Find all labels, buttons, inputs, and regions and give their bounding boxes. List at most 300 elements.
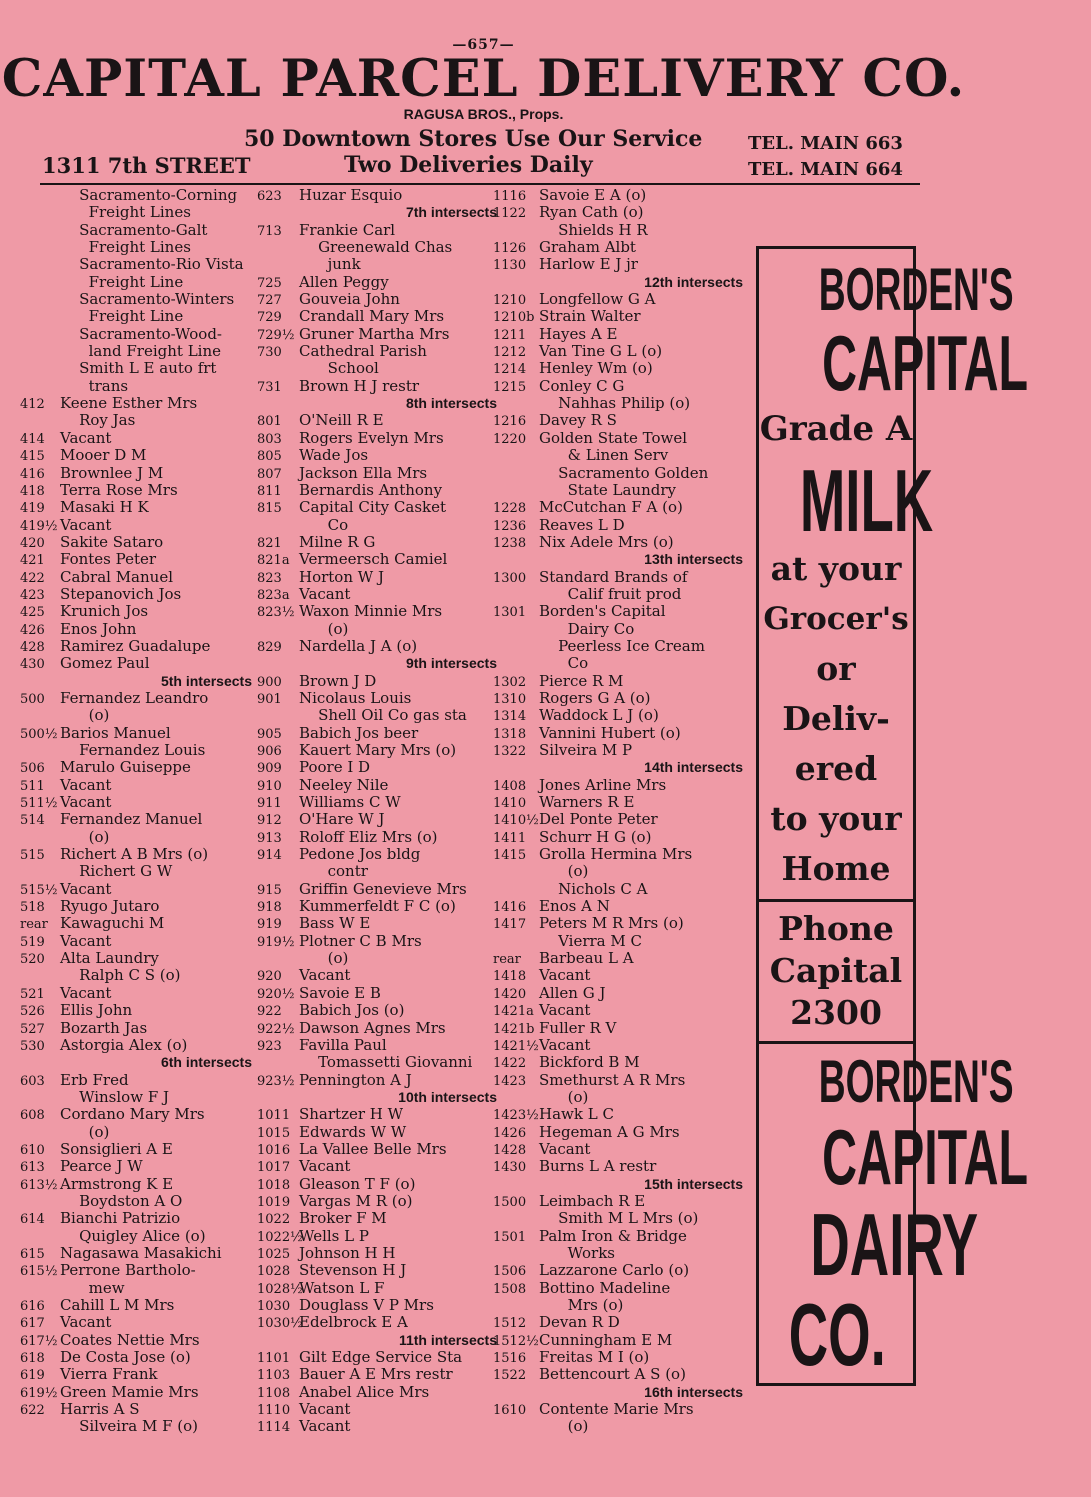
- street-number: 617: [20, 1316, 45, 1332]
- street-number: 823: [257, 570, 282, 586]
- resident-name: Ryan Cath (o): [539, 203, 644, 222]
- directory-entry: [493, 1245, 743, 1262]
- resident-name: Vacant: [539, 1001, 591, 1020]
- street-number: 414: [20, 431, 45, 447]
- street-number: 1522: [493, 1368, 527, 1384]
- directory-entry: [20, 655, 252, 672]
- directory-entry: [257, 1280, 497, 1297]
- directory-entry: [493, 308, 743, 325]
- street-number: 1238: [493, 535, 527, 551]
- directory-entry: [493, 603, 743, 620]
- street-number: 1101: [257, 1351, 291, 1367]
- directory-entry: [493, 378, 743, 395]
- telephone-2: TEL. MAIN 664: [748, 159, 903, 180]
- directory-entry: [493, 412, 743, 429]
- resident-name: Ellis John: [60, 1001, 133, 1020]
- directory-entry: [257, 291, 497, 308]
- directory-entry: [493, 829, 743, 846]
- directory-entry: [493, 1366, 743, 1383]
- resident-name: Winslow F J: [60, 1087, 170, 1106]
- directory-entry: [493, 1106, 743, 1123]
- directory-entry: [257, 933, 497, 950]
- directory-entry: [493, 360, 743, 377]
- directory-entry: [20, 378, 252, 395]
- directory-entry: [257, 794, 497, 811]
- directory-entry: [493, 1401, 743, 1418]
- resident-name: Fernandez Louis: [60, 741, 206, 759]
- intersects-heading: 11th intersects: [398, 1331, 497, 1348]
- street-number: 1114: [257, 1420, 291, 1436]
- directory-entry: [20, 534, 252, 551]
- street-number: 1028: [257, 1264, 291, 1280]
- street-address: 1311 7th STREET: [42, 153, 251, 178]
- street-number: 1417: [493, 917, 527, 933]
- directory-entry: [493, 326, 743, 343]
- directory-entry: [20, 1072, 252, 1089]
- directory-entry: [257, 274, 497, 291]
- resident-name: Horton W J: [299, 567, 384, 586]
- intersects-heading: 16th intersects: [644, 1383, 743, 1400]
- directory-entry: [257, 326, 497, 343]
- street-number: 1512½: [493, 1333, 539, 1349]
- street-number: 1228: [493, 501, 527, 517]
- directory-entry: [257, 690, 497, 707]
- resident-name: Huzar Esquio: [299, 186, 403, 204]
- resident-name: Cunningham E M: [539, 1330, 673, 1349]
- resident-name: Gleason T F (o): [299, 1174, 416, 1193]
- street-number: 530: [20, 1038, 45, 1054]
- resident-name: Babich Jos (o): [299, 1001, 405, 1020]
- directory-entry: [257, 343, 497, 360]
- resident-name: Vacant: [60, 793, 112, 812]
- resident-name: Burns L A restr: [539, 1157, 657, 1176]
- resident-name: Vacant: [60, 879, 112, 898]
- directory-entry: [20, 412, 252, 429]
- resident-name: Favilla Paul: [299, 1035, 387, 1054]
- resident-name: (o): [299, 619, 349, 638]
- directory-entry: [257, 759, 497, 776]
- resident-name: Bass W E: [299, 914, 371, 933]
- directory-entry: [493, 1418, 743, 1435]
- resident-name: Ralph C S (o): [60, 966, 181, 985]
- street-number: 1030: [257, 1299, 291, 1314]
- directory-entry: [257, 673, 497, 690]
- street-number: 423: [20, 587, 45, 603]
- resident-name: Savoie E B: [299, 983, 381, 1002]
- intersects-heading: 5th intersects: [160, 672, 252, 689]
- directory-entry: [20, 586, 252, 603]
- directory-entry: [20, 499, 252, 516]
- directory-entry: [493, 1228, 743, 1245]
- resident-name: Stevenson H J: [299, 1261, 407, 1280]
- directory-entry: [493, 256, 743, 273]
- street-number: 906: [257, 744, 282, 759]
- directory-entry: [493, 621, 743, 638]
- street-number: 910: [257, 778, 282, 794]
- directory-entry: [20, 1002, 252, 1019]
- street-number: 1428: [493, 1142, 527, 1158]
- resident-name: Lazzarone Carlo (o): [539, 1261, 690, 1280]
- street-number: 821a: [257, 553, 290, 569]
- directory-entry: [257, 517, 497, 534]
- directory-entry: [20, 829, 252, 846]
- street-number: 1011: [257, 1108, 291, 1124]
- resident-name: Watson L F: [299, 1278, 385, 1297]
- directory-entry: [493, 291, 743, 308]
- directory-entry: [493, 1158, 743, 1175]
- directory-entry: [257, 1418, 497, 1435]
- street-number: 515½: [20, 882, 58, 898]
- directory-entry: [20, 1037, 252, 1054]
- resident-name: Shartzer H W: [299, 1105, 404, 1124]
- resident-name: Borden's Capital: [539, 602, 666, 621]
- directory-entry: [493, 1210, 743, 1227]
- directory-entry: [493, 846, 743, 863]
- ad-deliv: Deliv-: [782, 699, 890, 738]
- street-number: 1236: [493, 518, 527, 534]
- proprietors: RAGUSA BROS., Props.: [403, 106, 564, 122]
- directory-entry: [20, 881, 252, 898]
- street-number: 919: [257, 917, 282, 933]
- resident-name: Strain Walter: [539, 307, 641, 326]
- street-number: 419: [20, 501, 45, 517]
- directory-entry: [20, 1245, 252, 1262]
- intersects-heading: 7th intersects: [405, 204, 497, 221]
- directory-entry: [20, 1280, 252, 1297]
- street-number: 608: [20, 1108, 45, 1124]
- resident-name: Boydston A O: [60, 1191, 183, 1210]
- street-number: 1018: [257, 1177, 291, 1193]
- directory-entry: [20, 707, 252, 724]
- directory-entry: [493, 863, 743, 880]
- street-number: 418: [20, 483, 45, 499]
- street-number: 425: [20, 605, 45, 621]
- resident-name: Green Mamie Mrs: [60, 1382, 199, 1401]
- directory-entry: [493, 985, 743, 1002]
- street-number: 430: [20, 657, 45, 673]
- directory-entry: [493, 1314, 743, 1331]
- resident-name: Quigley Alice (o): [60, 1226, 206, 1245]
- directory-entry: [20, 1020, 252, 1037]
- street-number: 422: [20, 570, 45, 586]
- directory-entry: [20, 256, 252, 273]
- street-number: 515: [20, 848, 45, 864]
- resident-name: Sacramento-Corning: [60, 186, 238, 204]
- street-number: 511: [20, 778, 45, 794]
- resident-name: Nix Adele Mrs (o): [539, 532, 674, 551]
- resident-name: Silveira M P: [539, 741, 633, 759]
- street-number: 821: [257, 535, 282, 551]
- resident-name: Smith L E auto frt: [60, 359, 217, 378]
- resident-name: Bianchi Patrizio: [60, 1209, 181, 1228]
- directory-entry: [493, 725, 743, 742]
- street-number: 923: [257, 1038, 282, 1054]
- street-number: 526: [20, 1004, 45, 1020]
- resident-name: Rogers Evelyn Mrs: [299, 428, 444, 447]
- resident-name: Co: [299, 515, 349, 534]
- directory-entry: [493, 742, 743, 759]
- street-number: 807: [257, 466, 282, 482]
- resident-name: Peters M R Mrs (o): [539, 914, 684, 933]
- directory-column-3: [493, 187, 743, 1436]
- street-number: 419½: [20, 518, 58, 534]
- resident-name: Kawaguchi M: [60, 914, 165, 933]
- resident-name: Fernandez Leandro: [60, 688, 209, 707]
- directory-entry: [20, 1124, 252, 1141]
- directory-entry: [257, 1314, 497, 1331]
- directory-entry: [257, 881, 497, 898]
- directory-entry: [20, 343, 252, 360]
- resident-name: Frankie Carl: [299, 220, 396, 239]
- street-number: 613½: [20, 1177, 58, 1193]
- ad-phone-number: 2300: [790, 993, 882, 1032]
- directory-entry: [257, 1072, 497, 1089]
- resident-name: Crandall Mary Mrs: [299, 307, 445, 326]
- directory-entry: [257, 256, 497, 273]
- directory-entry: [20, 569, 252, 586]
- street-number: 727: [257, 293, 282, 309]
- street-number: 1015: [257, 1125, 291, 1141]
- street-number: 1508: [493, 1281, 527, 1297]
- resident-name: Leimbach R E: [539, 1191, 646, 1210]
- street-number: 428: [20, 639, 45, 655]
- resident-name: (o): [299, 949, 349, 968]
- directory-entry: [20, 1418, 252, 1435]
- street-number: 911: [257, 796, 282, 812]
- directory-entry: [20, 1141, 252, 1158]
- resident-name: Peerless Ice Cream: [539, 636, 705, 655]
- resident-name: Milne R G: [299, 532, 376, 551]
- directory-entry: [20, 291, 252, 308]
- resident-name: contr: [299, 862, 368, 881]
- resident-name: Kauert Mary Mrs (o): [299, 741, 457, 759]
- resident-name: Mooer D M: [60, 446, 147, 465]
- directory-column-1: [20, 187, 252, 1436]
- street-number: 1116: [493, 189, 527, 204]
- directory-entry: [493, 499, 743, 516]
- directory-entry: [493, 1020, 743, 1037]
- resident-name: (o): [60, 1122, 110, 1141]
- resident-name: Nardella J A (o): [299, 636, 418, 655]
- street-number: 1022½: [257, 1229, 303, 1245]
- resident-name: Enos A N: [539, 897, 610, 916]
- street-number: 519: [20, 934, 45, 950]
- street-number: 518: [20, 900, 45, 916]
- directory-entry: [20, 933, 252, 950]
- directory-entry: [20, 777, 252, 794]
- resident-name: Cahill L M Mrs: [60, 1296, 175, 1314]
- directory-column-2: [257, 187, 497, 1436]
- directory-entry: [257, 412, 497, 429]
- street-number: 412: [20, 397, 45, 413]
- directory-entry: [257, 1020, 497, 1037]
- street-number: 619: [20, 1368, 45, 1384]
- resident-name: trans: [60, 376, 129, 395]
- directory-entry: [257, 1158, 497, 1175]
- street-number: 1300: [493, 570, 527, 586]
- tagline-service: 50 Downtown Stores Use Our Service: [244, 126, 703, 152]
- intersects-heading: 13th intersects: [644, 551, 743, 568]
- street-number: 1108: [257, 1385, 291, 1401]
- street-number: 901: [257, 691, 282, 707]
- ad-home: Home: [781, 849, 891, 888]
- resident-name: Smith M L Mrs (o): [539, 1209, 699, 1228]
- resident-name: Dairy Co: [539, 619, 635, 638]
- resident-name: Allen Peggy: [299, 272, 389, 291]
- street-number: 1411: [493, 830, 527, 846]
- directory-entry: [20, 1349, 252, 1366]
- header-rule: [40, 183, 920, 185]
- directory-entry: [257, 430, 497, 447]
- directory-entry: [257, 846, 497, 863]
- intersects-heading: 15th intersects: [644, 1175, 743, 1192]
- resident-name: Brownlee J M: [60, 463, 164, 482]
- intersects-heading: 10th intersects: [398, 1088, 497, 1105]
- street-number: 920½: [257, 986, 295, 1002]
- street-number: 1421½: [493, 1038, 539, 1054]
- resident-name: La Vallee Belle Mrs: [299, 1139, 447, 1158]
- directory-entry: [493, 898, 743, 915]
- resident-name: Richert G W: [60, 862, 173, 881]
- directory-entry: [257, 1401, 497, 1418]
- directory-entry: [20, 603, 252, 620]
- directory-entry: [493, 655, 743, 672]
- resident-name: mew: [60, 1278, 125, 1297]
- resident-name: Astorgia Alex (o): [60, 1035, 188, 1054]
- directory-entry: [257, 187, 497, 204]
- resident-name: Vacant: [60, 428, 112, 447]
- directory-entry: [493, 430, 743, 447]
- resident-name: Babich Jos beer: [299, 723, 419, 742]
- street-number: 1322: [493, 744, 527, 759]
- street-number: 905: [257, 726, 282, 742]
- resident-name: Hayes A E: [539, 324, 618, 343]
- resident-name: Marulo Guiseppe: [60, 758, 191, 777]
- directory-entry: [20, 1089, 252, 1106]
- street-number: 922: [257, 1004, 282, 1020]
- directory-entry: [20, 395, 252, 412]
- directory-entry: [20, 898, 252, 915]
- street-number: 913: [257, 830, 282, 846]
- resident-name: Bozarth Jas: [60, 1018, 148, 1037]
- street-number: 731: [257, 379, 282, 395]
- directory-entry: [20, 759, 252, 776]
- street-number: 1423: [493, 1073, 527, 1089]
- directory-entry: [20, 950, 252, 967]
- street-number: 1500: [493, 1194, 527, 1210]
- directory-entry: [257, 447, 497, 464]
- resident-name: Vannini Hubert (o): [539, 723, 681, 742]
- resident-name: Barios Manuel: [60, 723, 171, 742]
- street-number: 803: [257, 431, 282, 447]
- street-number: 815: [257, 501, 282, 517]
- ad-capital-2: CAPITAL: [822, 1113, 1029, 1201]
- directory-entry: [20, 1366, 252, 1383]
- resident-name: Gruner Martha Mrs: [299, 324, 450, 343]
- directory-entry: [493, 1280, 743, 1297]
- directory-entry: [493, 933, 743, 950]
- resident-name: Brown J D: [299, 671, 377, 690]
- directory-entry: [493, 1193, 743, 1210]
- resident-name: Fontes Peter: [60, 550, 157, 569]
- directory-entry: [20, 967, 252, 984]
- directory-entry: [257, 1176, 497, 1193]
- directory-entry: [20, 794, 252, 811]
- directory-entry: [493, 395, 743, 412]
- intersects-heading: 8th intersects: [405, 395, 497, 412]
- resident-name: Anabel Alice Mrs: [299, 1382, 430, 1401]
- resident-name: Gouveia John: [299, 290, 400, 309]
- street-number: 1310: [493, 691, 527, 707]
- street-number: 1421a: [493, 1004, 534, 1020]
- resident-name: Vacant: [539, 1139, 591, 1158]
- ad-dairy: DAIRY: [810, 1195, 979, 1294]
- street-number: 829: [257, 639, 282, 655]
- ad-divider-1: [759, 899, 913, 902]
- resident-name: Edwards W W: [299, 1122, 407, 1141]
- ad-capital-phone: Capital: [769, 951, 903, 990]
- street-number: 1019: [257, 1194, 291, 1210]
- directory-entry: [493, 1089, 743, 1106]
- street-number: 920: [257, 969, 282, 985]
- street-number: 900: [257, 674, 282, 690]
- resident-name: (o): [60, 827, 110, 846]
- resident-name: Vacant: [299, 966, 351, 985]
- street-number: 811: [257, 483, 282, 499]
- resident-name: Erb Fred: [60, 1070, 129, 1089]
- ad-to-your: to your: [770, 799, 902, 838]
- resident-name: Alta Laundry: [60, 949, 159, 968]
- street-number: 823a: [257, 587, 290, 603]
- directory-entry: [20, 360, 252, 377]
- street-number: 1025: [257, 1246, 291, 1262]
- street-number: 1422: [493, 1056, 527, 1072]
- directory-entry: [20, 1106, 252, 1123]
- directory-entry: [257, 482, 497, 499]
- resident-name: Vargas M R (o): [299, 1191, 413, 1210]
- resident-name: Terra Rose Mrs: [60, 480, 178, 499]
- street-number: 603: [20, 1073, 45, 1089]
- resident-name: Enos John: [60, 619, 137, 638]
- street-number: 415: [20, 449, 45, 465]
- resident-name: Sonsiglieri A E: [60, 1139, 173, 1158]
- ad-at-your: at your: [770, 549, 902, 588]
- resident-name: Rogers G A (o): [539, 688, 651, 707]
- page-title: CAPITAL PARCEL DELIVERY CO.: [1, 49, 966, 109]
- directory-entry: [20, 551, 252, 568]
- street-number: 919½: [257, 934, 295, 950]
- directory-entry: [20, 465, 252, 482]
- directory-entry: [493, 1124, 743, 1141]
- resident-name: Vermeersch Camiel: [299, 550, 448, 569]
- directory-entry: [493, 1262, 743, 1279]
- resident-name: Ryugo Jutaro: [60, 897, 160, 916]
- resident-name: land Freight Line: [60, 342, 221, 361]
- intersects-heading: 6th intersects: [160, 1054, 252, 1071]
- directory-entry: [257, 1228, 497, 1245]
- directory-entry: [493, 482, 743, 499]
- resident-name: Hegeman A G Mrs: [539, 1122, 680, 1141]
- street-number: rear: [493, 952, 521, 968]
- street-number: 823½: [257, 605, 295, 621]
- resident-name: Johnson H H: [299, 1243, 396, 1262]
- resident-name: Broker F M: [299, 1209, 387, 1228]
- resident-name: Works: [539, 1243, 615, 1262]
- resident-name: Longfellow G A: [539, 290, 656, 309]
- street-number: 1420: [493, 986, 527, 1002]
- resident-name: Greenewald Chas: [299, 238, 453, 257]
- resident-name: Fernandez Manuel: [60, 810, 203, 829]
